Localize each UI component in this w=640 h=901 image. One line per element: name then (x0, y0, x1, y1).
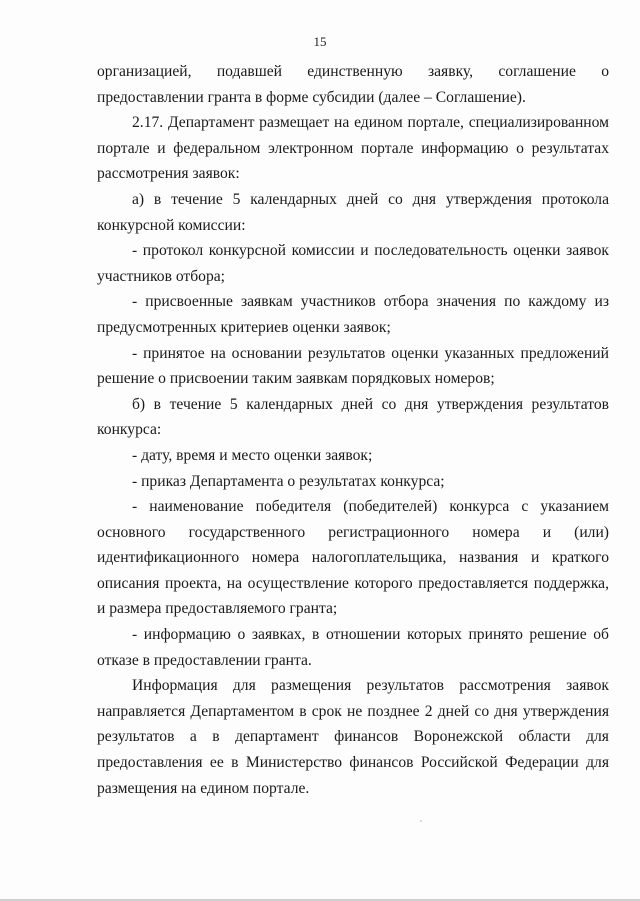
paragraph-a-bullet-1: - протокол конкурсной комиссии и последовательность оценки заявок участников отбора; (97, 242, 609, 285)
paragraph-item-b: б) в течение 5 календарных дней со дня утверждения результатов конкурса: (97, 395, 609, 439)
paragraph-item-a: а) в течение 5 календарных дней со дня утверждения протокола конкурсной комиссии: (97, 190, 609, 234)
paragraph-b-bullet-4: - информацию о заявках, в отношении которых принято решение об отказе в предоставлении гранта. (97, 626, 609, 669)
scan-speck (420, 820, 422, 822)
paragraph-b-bullet-1: - дату, время и место оценки заявок; (132, 446, 373, 464)
paragraph-2-17: 2.17. Департамент размещает на едином портале, специализированном портале и федеральном электронном портале информацию о результатах рассмотрения заявок: (97, 114, 609, 183)
paragraph-information: Информация для размещения результатов рассмотрения заявок направляется Департаментом в срок не позднее 2 дней со дня утверждения результатов а в департамент финансов Воронежской области для предоставления ее в Министерство финансов Российской Федерации для размещения на едином портале. (97, 677, 609, 797)
document-body (97, 59, 609, 801)
paragraph-b-bullet-3: - наименование победителя (победителей) конкурса с указанием основного государственного регистрационного номера и (или) идентификационного номера налогоплательщика, названия и краткого описания проекта, на осуществление которого предоставляется поддержка, и размера предоставляемого гранта; (97, 498, 609, 618)
paragraph-b-bullet-2: - приказ Департамента о результатах конкурса; (132, 472, 445, 490)
page-number: 15 (313, 34, 327, 49)
paragraph-a-bullet-2: - присвоенные заявкам участников отбора значения по каждому из предусмотренных критериев оценки заявок; (97, 293, 609, 336)
paragraph-continuation: организацией, подавшей единственную заявку, соглашение о предоставлении гранта в форме субсидии (далее – Соглашение). (97, 63, 609, 106)
paragraph-a-bullet-3: - принятое на основании результатов оценки указанных предложений решение о присвоении таким заявкам порядковых номеров; (97, 344, 609, 388)
